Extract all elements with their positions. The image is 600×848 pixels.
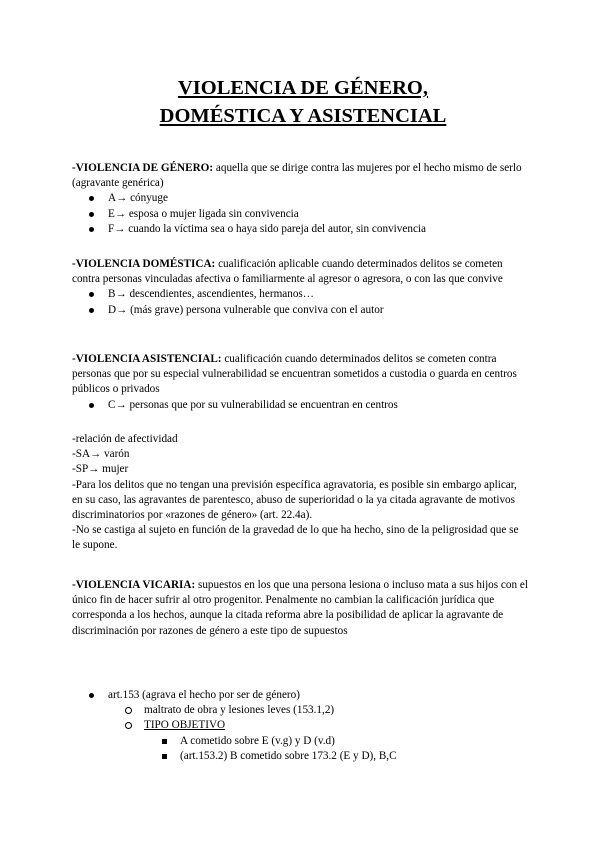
outline-sublist bbox=[72, 703, 528, 733]
list-item bbox=[72, 688, 528, 703]
asistencial-list bbox=[72, 398, 528, 413]
domestica-label: -VIOLENCIA DOMÉSTICA: bbox=[72, 258, 216, 270]
vicaria-text: supuestos en los que una persona lesiona o incluso mata a sus hijos con el único fin de hacer sufrir al otro progenitor. Penalmente no cambian la calificación jurídica que corresponda a los hechos, aunque la citada reforma abre la posibilidad de aplicar la agravante de discriminación por razones de género a este tipo de supuestos bbox=[72, 579, 528, 637]
title-line-2: DOMÉSTICA Y ASISTENCIAL bbox=[159, 105, 447, 127]
note-line: -SA→ varón bbox=[72, 448, 130, 461]
list-item: maltrato de obra y lesiones leves (153.1,2) bbox=[72, 703, 528, 718]
document-title bbox=[72, 74, 534, 130]
note-line: -No se castiga al sujeto en función de la gravedad de lo que ha hecho, sino de la peligrosidad que se le supone. bbox=[72, 524, 519, 552]
genero-text: aquella que se dirige contra las mujeres por el hecho mismo de serlo (agravante genérica) bbox=[72, 162, 522, 190]
list-item: A cometido sobre E (v.g) y D (v.d) bbox=[72, 734, 528, 749]
section-violencia-genero bbox=[72, 161, 528, 237]
outline-art: art.153 (agrava el hecho por ser de género) bbox=[108, 689, 300, 701]
section-violencia-vicaria bbox=[72, 578, 528, 639]
asistencial-text: cualificación cuando determinados delitos se cometen contra personas que por su especial vulnerabilidad se encuentran sometidos a custodia o guarda en centros públicos o privados bbox=[72, 353, 517, 396]
tipo-objetivo-heading: TIPO OBJETIVO bbox=[144, 719, 226, 732]
list-item: B→ descendientes, ascendientes, hermanos… bbox=[72, 287, 528, 302]
domestica-list bbox=[72, 287, 528, 317]
genero-paragraph bbox=[72, 161, 528, 191]
outline-list bbox=[72, 688, 528, 703]
vicaria-label: -VIOLENCIA VICARIA: bbox=[72, 579, 196, 591]
section-outline bbox=[72, 688, 528, 764]
list-item: F→ cuando la víctima sea o haya sido pareja del autor, sin convivencia bbox=[72, 222, 528, 237]
domestica-text: cualificación aplicable cuando determinados delitos se cometen contra personas vinculadas afectiva o familiarmente al agresor o agresora, o con las que convive bbox=[72, 258, 503, 286]
asistencial-paragraph bbox=[72, 352, 528, 398]
list-item: E→ esposa o mujer ligada sin convivencia bbox=[72, 207, 528, 222]
section-violencia-domestica bbox=[72, 257, 528, 318]
section-notes bbox=[72, 432, 528, 554]
outline-subsublist bbox=[72, 734, 528, 764]
list-item: D→ (más grave) persona vulnerable que conviva con el autor bbox=[72, 303, 528, 318]
title-line-1: VIOLENCIA DE GÉNERO, bbox=[177, 77, 429, 99]
note-line: -SP→ mujer bbox=[72, 463, 129, 476]
domestica-paragraph bbox=[72, 257, 528, 287]
note-line: -relación de afectividad bbox=[72, 433, 178, 445]
list-item: A→ cónyuge bbox=[72, 191, 528, 206]
vicaria-paragraph bbox=[72, 578, 528, 639]
asistencial-label: -VIOLENCIA ASISTENCIAL: bbox=[72, 353, 222, 365]
note-line: -Para los delitos que no tengan una previsión específica agravatoria, es posible sin embargo aplicar, en su caso, las agravantes de parentesco, abuso de superioridad o la ya citada agravante de motivos discriminatorios por «razones de género» (art. 22.4a). bbox=[72, 478, 517, 522]
list-item bbox=[72, 718, 528, 733]
list-item: (art.153.2) B cometido sobre 173.2 (E y D), B,C bbox=[72, 749, 528, 764]
list-item: C→ personas que por su vulnerabilidad se encuentran en centros bbox=[72, 398, 528, 413]
genero-list bbox=[72, 191, 528, 237]
genero-label: -VIOLENCIA DE GÉNERO: bbox=[72, 162, 214, 174]
section-violencia-asistencial bbox=[72, 352, 528, 413]
